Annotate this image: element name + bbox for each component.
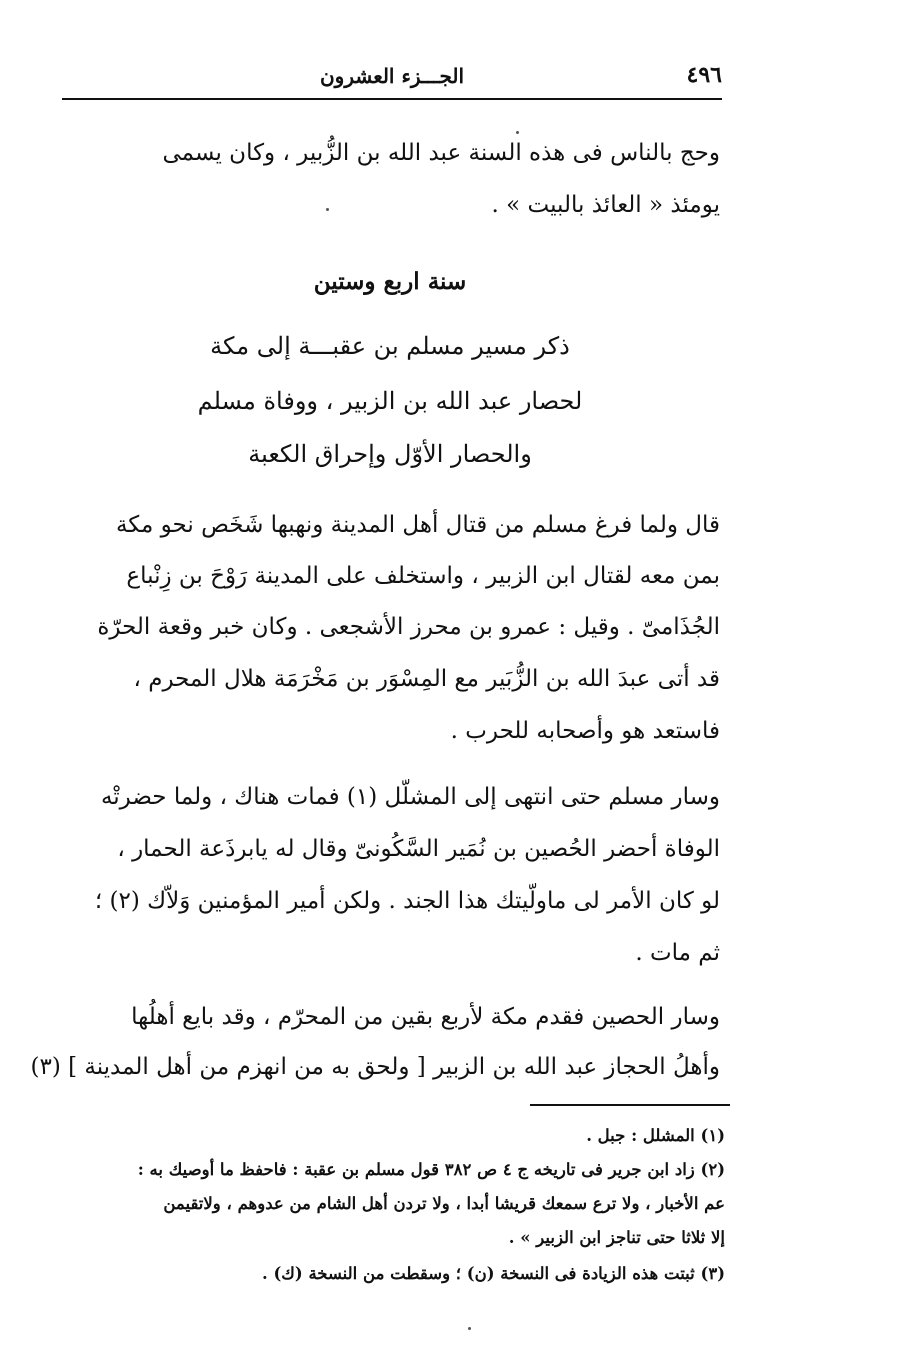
chapter-heading-line-1: ذكر مسير مسلم بن عقبـــة إلى مكة [210,332,570,360]
footnote-2-line-3: إلا ثلاثا حتى تناجز ابن الزبير » . [508,1228,725,1247]
print-speck [468,1327,471,1330]
footnote-1: (١) المشلل : جبل . [586,1126,725,1145]
paragraph-3-line-1: وسار الحصين فقدم مكة لأربع بقين من المحرّم ، وقد بايع أهلُها [131,1004,720,1030]
paragraph-2-line-2: الوفاة أحضر الحُصين بن نُمَير السَّكُونىّ وقال له يابرذَعة الحمار ، [117,836,720,862]
chapter-heading-line-3: والحصار الأوّل وإحراق الكعبة [248,440,532,468]
paragraph-2-line-3: لو كان الأمر لى ماولّيتك هذا الجند . ولكن أمير المؤمنين وَلاّك (٢) ؛ [94,888,720,914]
paragraph-1-line-3: الجُذَامىّ . وقيل : عمرو بن محرز الأشجعى . وكان خبر وقعة الحرّة [97,614,720,640]
footnote-separator [530,1104,730,1106]
footnote-2-line-1: (٢) زاد ابن جرير فى تاريخه ج ٤ ص ٣٨٢ قول مسلم بن عقبة : فاحفظ ما أوصيك به : [137,1160,725,1179]
running-title: الجـــزء العشرون [319,64,465,88]
intro-line-2: يومئذ « العائذ بالبيت » . [491,192,720,218]
paragraph-1-line-5: فاستعد هو وأصحابه للحرب . [450,718,720,744]
print-speck [326,208,329,211]
print-speck [516,131,519,134]
paragraph-3-line-2: وأهلُ الحجاز عبد الله بن الزبير [ ولحق به من انهزم من أهل المدينة ] (٣) [30,1054,720,1080]
intro-line-1: وحج بالناس فى هذه السنة عبد الله بن الزُّبير ، وكان يسمى [162,140,720,166]
page-number: ٤٩٦ [686,62,722,88]
year-title: سنة اربع وستين [313,268,467,295]
chapter-heading-line-2: لحصار عبد الله بن الزبير ، ووفاة مسلم [197,387,583,415]
paragraph-1-line-2: بمن معه لقتال ابن الزبير ، واستخلف على المدينة رَوْحَ بن زِنْباع [126,563,720,589]
paragraph-1-line-1: قال ولما فرغ مسلم من قتال أهل المدينة ونهبها شَخَص نحو مكة [115,512,720,538]
paragraph-1-line-4: قد أتى عبدَ الله بن الزُّبَير مع المِسْوَر بن مَخْرَمَة هلال المحرم ، [133,666,720,692]
footnote-3: (٣) ثبتت هذه الزيادة فى النسخة (ن) ؛ وسقطت من النسخة (ك) . [262,1264,725,1283]
paragraph-2-line-4: ثم مات . [635,940,720,966]
paragraph-2-line-1: وسار مسلم حتى انتهى إلى المشلّل (١) فمات هناك ، ولما حضرتْه [100,784,720,810]
footnote-2-line-2: عم الأخبار ، ولا ترع سمعك قريشا أبدا ، ولا تردن أهل الشام من عدوهم ، ولاتقيمن [163,1194,725,1213]
page-header [62,58,722,100]
